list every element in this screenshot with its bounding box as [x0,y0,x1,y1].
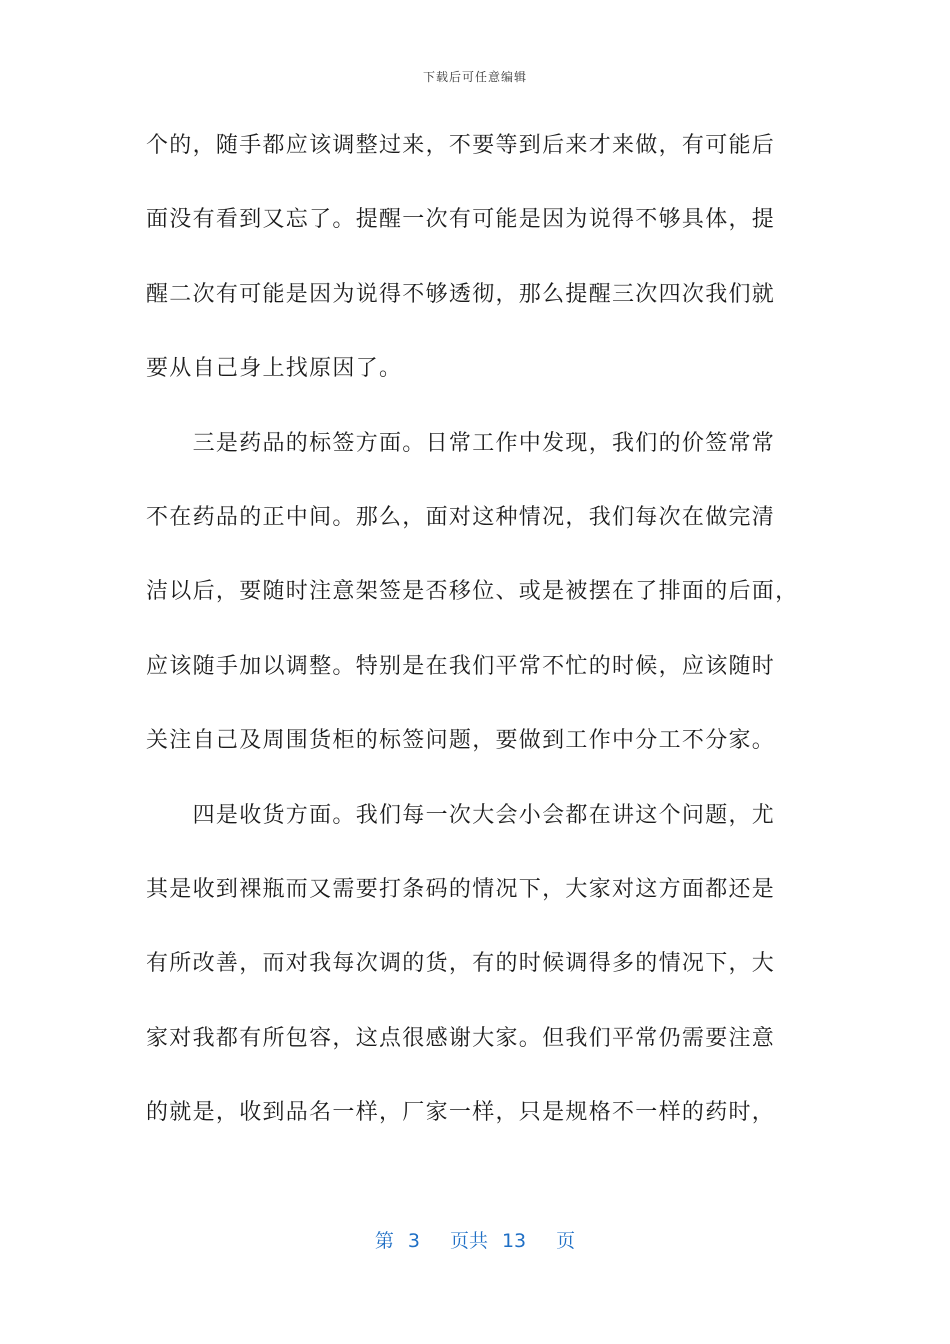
text-line: 个的，随手都应该调整过来，不要等到后来才来做，有可能后 [146,133,776,158]
text-line: 有所改善，而对我每次调的货，有的时候调得多的情况下，大 [146,951,776,977]
page-suffix: 页 [556,1230,576,1252]
current-page-number: 3 [407,1230,420,1252]
page-footer [0,1226,950,1253]
document-body [146,124,808,1165]
text-line: 醒二次有可能是因为说得不够透彻，那么提醒三次四次我们就 [146,281,776,307]
text-line: 洁以后，要随时注意架签是否移位、或是被摆在了排面的后面， [146,579,799,605]
text-line: 四是收货方面。我们每一次大会小会都在讲这个问题，尤 [146,802,776,828]
page-middle-text: 页共 [449,1230,488,1252]
text-line: 关注自己及周围货柜的标签问题，要做到工作中分工不分家。 [146,728,776,754]
header-note: 下载后可任意编辑 [422,70,527,84]
text-line: 要从自己身上找原因了。 [146,356,403,382]
text-line: 面没有看到又忘了。提醒一次有可能是因为说得不够具体，提 [146,207,776,233]
text-line: 其是收到裸瓶而又需要打条码的情况下，大家对这方面都还是 [146,876,776,902]
page-prefix: 第 [374,1230,394,1252]
total-pages-number: 13 [501,1230,527,1252]
text-line: 的就是，收到品名一样，厂家一样，只是规格不一样的药时， [146,1100,776,1126]
text-line: 应该随手加以调整。特别是在我们平常不忙的时候，应该随时 [146,653,776,679]
text-line: 三是药品的标签方面。日常工作中发现，我们的价签常常 [146,430,776,456]
text-line: 家对我都有所包容，这点很感谢大家。但我们平常仍需要注意 [146,1025,776,1051]
text-line: 不在药品的正中间。那么，面对这种情况，我们每次在做完清 [146,504,776,530]
